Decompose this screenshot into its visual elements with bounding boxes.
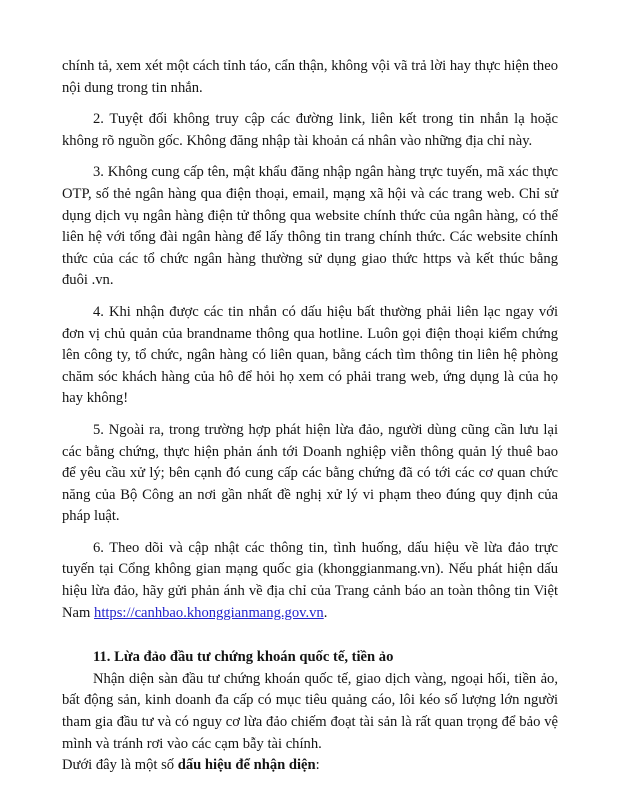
closing-prefix: Dưới đây là một số	[62, 757, 178, 774]
section-11-intro: Nhận diện sàn đầu tư chứng khoán quốc tế, giao dịch vàng, ngoại hối, tiền ảo, bất động sản, kinh doanh đa cấp có mục tiêu quảng cáo, lôi kéo số lượng lớn người tham gia đầu tư và có nguy cơ lừa đảo chiếm đoạt tài sản là rất quan trọng để bảo vệ mình và tránh rơi vào các cạm bẫy tài chính.	[62, 670, 558, 752]
numbered-item-5: 5. Ngoài ra, trong trường hợp phát hiện lừa đảo, người dùng cũng cần lưu lại các bằng chứng, thực hiện phản ánh tới Doanh nghiệp viễn thông quản lý thuê bao để yêu cầu xử lý; bên cạnh đó cung cấp các bằng chứng đã có tới các cơ quan chức năng của Bộ Công an nơi gần nhất đề nghị xử lý vi phạm theo đúng quy định của pháp luật.	[62, 421, 558, 525]
item-6-text: 6. Theo dõi và cập nhật các thông tin, tình huống, dấu hiệu về lừa đảo trực tuyến tại Cổng không gian mạng quốc gia (khonggianmang.vn). Nếu phát hiện dấu hiệu lừa đảo, hãy gửi phản ánh về địa chỉ của Trang cảnh báo an toàn thông tin Việt Nam	[62, 539, 558, 621]
numbered-item-4: 4. Khi nhận được các tin nhắn có dấu hiệu bất thường phải liên lạc ngay với đơn vị chủ quản của brandname thông qua hotline. Luôn gọi điện thoại kiểm chứng lên công ty, tổ chức, ngân hàng có liên quan, bằng cách tìm thông tin liên hệ phòng chăm sóc khách hàng của hô để hỏi họ xem có phải trang web, ứng dụng là của họ hay không!	[62, 303, 558, 407]
closing-line	[62, 755, 558, 777]
closing-suffix: :	[315, 757, 320, 774]
numbered-item-2: 2. Tuyệt đối không truy cập các đường link, liên kết trong tin nhắn lạ hoặc không rõ nguồn gốc. Không đăng nhập tài khoản cá nhân vào những địa chỉ này.	[62, 111, 558, 149]
paragraph-continuation: chính tả, xem xét một cách tỉnh táo, cẩn thận, không vội vã trả lời hay thực hiện theo nội dung trong tin nhắn.	[62, 58, 558, 96]
canhbao-khonggianmang-link[interactable]: https://canhbao.khonggianmang.gov.vn	[94, 604, 324, 621]
item-6-period: .	[323, 604, 328, 621]
numbered-item-6	[62, 538, 558, 624]
numbered-item-3: 3. Không cung cấp tên, mật khẩu đăng nhập ngân hàng trực tuyến, mã xác thực OTP, số thẻ ngân hàng qua điện thoại, email, mạng xã hội và các trang web. Chỉ sử dụng dịch vụ ngân hàng điện tử thông qua website chính thức của ngân hàng, có thể liên hệ với tổng đài ngân hàng để lấy thông tin trang chính thức. Các website chính thức của các tổ chức ngân hàng thường sử dụng giao thức https và kết thúc bằng đuôi .vn.	[62, 164, 558, 289]
section-11-heading: 11. Lừa đảo đầu tư chứng khoán quốc tế, tiền ảo	[93, 649, 394, 666]
closing-bold-phrase: dấu hiệu để nhận diện	[177, 757, 316, 774]
